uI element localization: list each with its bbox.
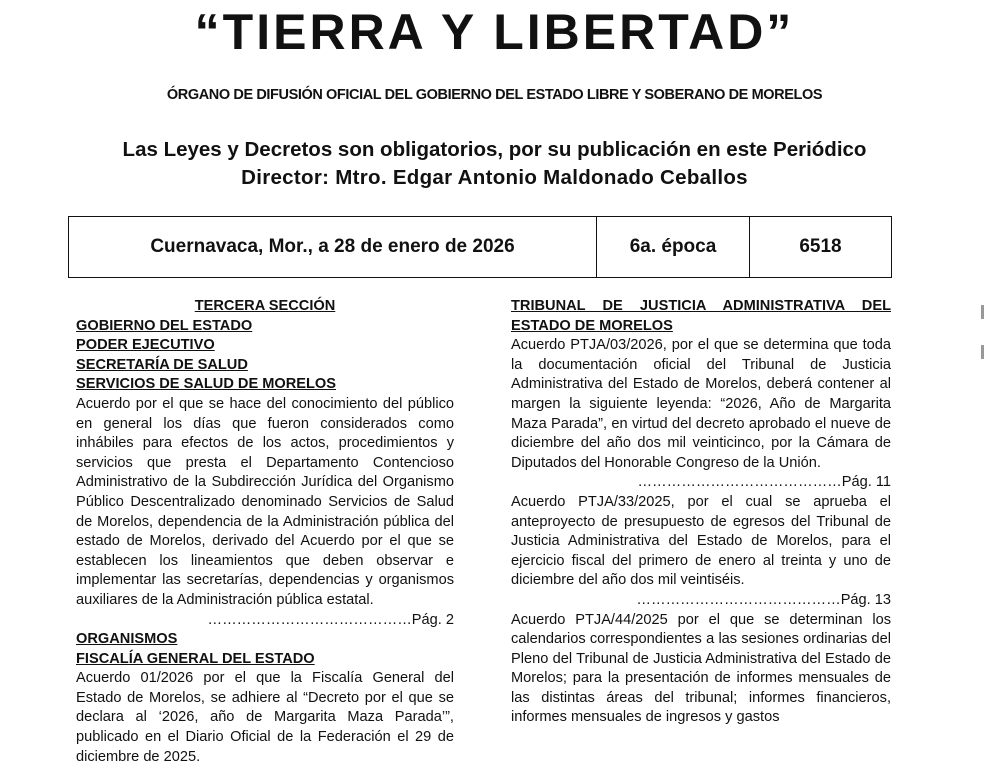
page-ref-2: ……………………………………Pág. 2 [207, 611, 454, 628]
entry-ptja-03-2026: Acuerdo PTJA/03/2026, por el que se determina que toda la documentación oficial del Tribunal de Justicia Administrativa del Estado de Morelos, deberá contener al margen la siguiente leyenda: “2026, Año de Margarita Maza Parada”, en virtud del decreto aprobado el nueve de diciembre del año dos mil veinticinco, por la Cámara de Diputados del Honorable Congreso de la Unión. [511, 337, 891, 471]
page-ref-11: ……………………………………Pág. 11 [637, 474, 891, 491]
scan-edge-mark [981, 345, 984, 359]
entry-servicios-salud: Acuerdo por el que se hace del conocimiento del público en general los días que fueron considerados como inhábiles para efectos de los actos, procedimientos y servicios que presta el Departamento Contencioso Administrativo de la Subdirección Jurídica del Organismo Público Descentralizado denominado Servicios de Salud de Morelos, dependencia de la Administración pública del estado de Morelos, derivado del Acuerdo por el que se establecen los lineamientos que deben observar e implementar las secretarías, dependencias y organismos auxiliares de la Administración pública estatal. [76, 395, 454, 608]
heading-poder-ejecutivo: PODER EJECUTIVO [76, 337, 215, 354]
heading-tribunal: TRIBUNAL DE JUSTICIA ADMINISTRATIVA DEL ESTADO DE MORELOS [511, 298, 891, 334]
issue-number: 6518 [799, 236, 842, 257]
section-heading: TERCERA SECCIÓN [194, 298, 336, 314]
entry-ptja-44-2025: Acuerdo PTJA/44/2025 por el que se determinan los calendarios correspondientes a las sesiones ordinarias del Pleno del Tribunal de Justicia Administrativa del Estado de Morelos; para la presentación de informes mensuales de las distintas áreas del tribunal; informes financieros, informes mensuales de ingresos y gastos [511, 611, 891, 726]
scan-edge-mark [981, 305, 984, 319]
page-ref-13: ……………………………………Pág. 13 [636, 591, 891, 608]
heading-organismos: ORGANISMOS [76, 631, 178, 648]
place-date: Cuernavaca, Mor., a 28 de enero de 2026 [69, 217, 597, 277]
issue-info-box [68, 216, 892, 278]
organo-subtitle: ÓRGANO DE DIFUSIÓN OFICIAL DEL GOBIERNO DEL ESTADO LIBRE Y SOBERANO DE MORELOS [166, 87, 823, 103]
director-line: Director: Mtro. Edgar Antonio Maldonado Ceballos [241, 166, 748, 189]
laws-notice: Las Leyes y Decretos son obligatorios, por su publicación en este Periódico [122, 138, 867, 161]
heading-secretaria-salud: SECRETARÍA DE SALUD [76, 356, 248, 373]
entry-fiscalia: Acuerdo 01/2026 por el que la Fiscalía General del Estado de Morelos, se adhiere al “Decreto por el que se declara al ‘2026, año de Margarita Maza Parada’”, publicado en el Diario Oficial de la Federación el 29 de diciembre de 2025. [76, 670, 454, 765]
epoch: 6a. época [597, 217, 750, 277]
heading-fiscalia: FISCALÍA GENERAL DEL ESTADO [76, 650, 315, 667]
left-column [76, 297, 454, 767]
newspaper-title: “TIERRA Y LIBERTAD” [194, 4, 795, 60]
heading-servicios-salud: SERVICIOS DE SALUD DE MORELOS [76, 376, 337, 393]
heading-gobierno: GOBIERNO DEL ESTADO [76, 317, 253, 334]
right-column [511, 297, 891, 728]
entry-ptja-33-2025: Acuerdo PTJA/33/2025, por el cual se aprueba el anteproyecto de presupuesto de egresos del Tribunal de Justicia Administrativa del Estado de Morelos, para el ejercicio fiscal del primero de enero al treinta y uno de diciembre del año dos mil veintiséis. [511, 493, 891, 589]
